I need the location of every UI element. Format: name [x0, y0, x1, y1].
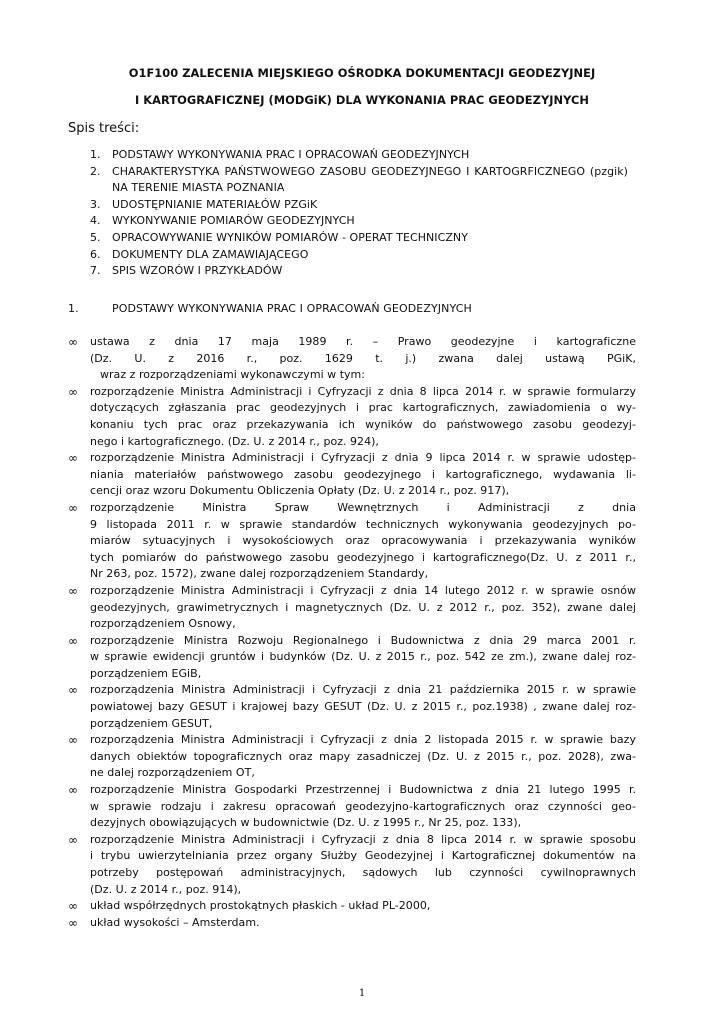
list-item: [68, 633, 636, 683]
list-item-line: geodezyjnych, grawimetrycznych i magnetycznych (Dz. U. z 2012 r., poz. 352), zwane dalej: [90, 600, 636, 614]
toc-heading: Spis treści:: [68, 121, 140, 136]
toc-item-number: 7.: [90, 264, 101, 278]
toc-item-text: CHARAKTERYSTYKA PAŃSTWOWEGO ZASOBU GEODEZYJNEGO I KARTOGRFICZNEGO (pzgik) NA TERENIE MIASTA POZNANIA: [112, 164, 628, 195]
bullet-icon: ∞: [68, 583, 78, 598]
list-item-line: niania materiałów państwowego zasobu geodezyjnego i kartograficznego, wydawania li-: [90, 467, 636, 481]
toc-item-text: UDOSTĘPNIANIE MATERIAŁÓW PZGiK: [112, 197, 318, 211]
list-item: [68, 732, 636, 782]
toc-item: [90, 147, 628, 164]
page-number: 1: [358, 988, 366, 999]
list-item-line: nego i kartograficznego. (Dz. U. z 2014 r., poz. 924),: [90, 434, 379, 448]
list-item-line: tych pomiarów do państwowego zasobu geodezyjnego i kartograficznego(Dz. U. z 2011 r.,: [90, 550, 636, 564]
toc-item-text: SPIS WZORÓW I PRZYKŁADÓW: [112, 264, 283, 278]
document-title-line-1: O1F100 ZALECENIA MIEJSKIEGO OŚRODKA DOKUMENTACJI GEODEZYJNEJ: [128, 66, 596, 80]
list-item-line: i trybu uwierzytelniania przez organy Służby Geodezyjnej i Kartograficznej dokumentów na: [90, 849, 636, 863]
list-item-line: powiatowej bazy GESUT i krajowej bazy GESUT (Dz. U. z 2015 r., poz.1938) , zwane dalej roz-: [90, 700, 636, 714]
legal-basis-list: [68, 334, 636, 931]
toc-item-number: 2.: [90, 164, 101, 178]
list-item: [68, 450, 636, 500]
list-item-line: konaniu tych prac oraz przekazywania ich wyników do państwowego zasobu geodezyj-: [90, 417, 636, 431]
list-item: [68, 832, 636, 898]
section-heading: [68, 302, 628, 315]
list-item-line: rozporządzenie Ministra Spraw Wewnętrznych i Administracji z dnia: [90, 500, 636, 514]
bullet-icon: ∞: [68, 683, 78, 698]
toc-item-number: 6.: [90, 247, 101, 261]
list-item: [68, 782, 636, 832]
toc-item: [90, 247, 628, 264]
bullet-icon: ∞: [68, 733, 78, 748]
list-item-line: dotyczących zgłaszania prac geodezyjnych i prac kartograficznych, zawiadomienia o wy-: [90, 401, 636, 415]
toc-item-number: 3.: [90, 197, 101, 211]
bullet-icon: ∞: [68, 500, 78, 515]
bullet-icon: ∞: [68, 335, 78, 349]
list-item-line: potrzeby postępowań administracyjnych, sądowych lub czynności cywilnoprawnych: [90, 866, 636, 879]
list-item-line: w sprawie rodzaju i zakresu opracowań geodezyjno-kartograficznych oraz czynności geo-: [90, 799, 636, 813]
list-item-line: danych obiektów topograficznych oraz mapy zasadniczej (Dz. U. z 2015 r., poz. 2028), zwa-: [90, 749, 636, 763]
bullet-icon: ∞: [68, 633, 78, 648]
list-item-line: miarów sytuacyjnych i wysokościowych oraz opracowywania i przekazywania wyników: [90, 534, 636, 548]
table-of-contents: [90, 147, 628, 280]
bullet-icon: ∞: [68, 915, 78, 930]
list-item: [68, 583, 636, 633]
bullet-icon: ∞: [68, 899, 78, 914]
toc-item: [90, 230, 628, 247]
bullet-icon: ∞: [68, 783, 78, 798]
list-item: [68, 915, 636, 932]
toc-item-text: OPRACOWYWANIE WYNIKÓW POMIARÓW - OPERAT TECHNICZNY: [112, 230, 468, 244]
list-item-line: dezyjnych obowiązujących w budownictwie (Dz. U. z 1995 r., Nr 25, poz. 133),: [90, 816, 522, 830]
toc-item: [90, 213, 628, 230]
list-item: [68, 682, 636, 732]
list-item-line: układ współrzędnych prostokątnych płaskich - układ PL-2000,: [90, 899, 431, 913]
section-title: PODSTAWY WYKONYWANIA PRAC I OPRACOWAŃ GEODEZYJNYCH: [112, 302, 472, 315]
list-item-line: Nr 263, poz. 1572), zwane dalej rozporządzeniem Standardy,: [90, 567, 429, 581]
toc-item-number: 4.: [90, 214, 101, 228]
document-title-line-2: I KARTOGRAFICZNEJ (MODGiK) DLA WYKONANIA PRAC GEODEZYJNYCH: [134, 93, 589, 107]
list-item-line: (Dz. U. z 2014 r., poz. 914),: [90, 882, 242, 896]
bullet-icon: ∞: [68, 832, 78, 847]
bullet-icon: ∞: [68, 451, 78, 466]
list-item-line: rozporządzenie Ministra Gospodarki Przestrzennej i Budownictwa z dnia 21 lutego 1995 r.: [90, 783, 636, 797]
toc-item-text: WYKONYWANIE POMIARÓW GEODEZYJNYCH: [112, 214, 355, 228]
toc-item-text: DOKUMENTY DLA ZAMAWIAJĄCEGO: [112, 247, 309, 261]
list-item: [68, 500, 636, 583]
toc-item-number: 1.: [90, 148, 101, 161]
list-item-line: rozporządzeniem Osnowy,: [90, 617, 236, 631]
list-item-line: rozporządzenie Ministra Administracji i Cyfryzacji z dnia 8 lipca 2014 r. w sprawie sposobu: [90, 832, 636, 846]
list-item-line: w sprawie ewidencji gruntów i budynków (Dz. U. z 2015 r., poz. 542 ze zm.), zwane dalej roz-: [90, 650, 636, 664]
list-item-line: rozporządzenia Ministra Administracji i Cyfryzacji z dnia 2 listopada 2015 r. w sprawie bazy: [90, 733, 636, 747]
list-item-line: rozporządzenia Ministra Administracji i Cyfryzacji z dnia 21 października 2015 r. w sprawie: [90, 683, 636, 697]
list-item-line: rozporządzenie Ministra Rozwoju Regionalnego i Budownictwa z dnia 29 marca 2001 r.: [90, 633, 636, 647]
toc-item: [90, 263, 628, 280]
list-item-line: rozporządzenie Ministra Administracji i Cyfryzacji z dnia 14 lutego 2012 r. w sprawie osnów: [90, 583, 636, 597]
toc-item: [90, 164, 628, 197]
toc-item-number: 5.: [90, 230, 101, 244]
list-item-line: ne dalej rozporządzeniem OT,: [90, 766, 255, 780]
list-item: [68, 898, 636, 915]
list-item-line: porządzeniem EGiB,: [90, 666, 202, 680]
list-item-line: cencji oraz wzoru Dokumentu Obliczenia Opłaty (Dz. U. z 2014 r., poz. 917),: [90, 484, 510, 498]
list-item-line: rozporządzenie Ministra Administracji i Cyfryzacji z dnia 8 lipca 2014 r. w sprawie formularzy: [90, 384, 636, 398]
list-item-line: (Dz. U. z 2016 r., poz. 1629 t. j.) zwana dalej ustawą PGiK,: [90, 351, 636, 365]
list-item-line: ustawa z dnia 17 maja 1989 r. – Prawo geodezyjne i kartograficzne: [90, 335, 636, 348]
list-item-line: wraz z rozporządzeniami wykonawczymi w tym:: [100, 368, 366, 382]
list-item-line: porządzeniem GESUT,: [90, 716, 213, 730]
list-item-line: układ wysokości – Amsterdam.: [90, 915, 260, 929]
section-number: 1.: [68, 302, 79, 315]
list-item: [68, 384, 636, 450]
toc-item-text: PODSTAWY WYKONYWANIA PRAC I OPRACOWAŃ GEODEZYJNYCH: [112, 148, 470, 161]
toc-item: [90, 197, 628, 214]
bullet-icon: ∞: [68, 384, 78, 399]
list-item-line: rozporządzenie Ministra Administracji i Cyfryzacji z dnia 9 lipca 2014 r. w sprawie udostęp-: [90, 451, 636, 465]
list-item-line: 9 listopada 2011 r. w sprawie standardów technicznych wykonywania geodezyjnych po-: [90, 517, 636, 531]
list-item: [68, 334, 636, 384]
